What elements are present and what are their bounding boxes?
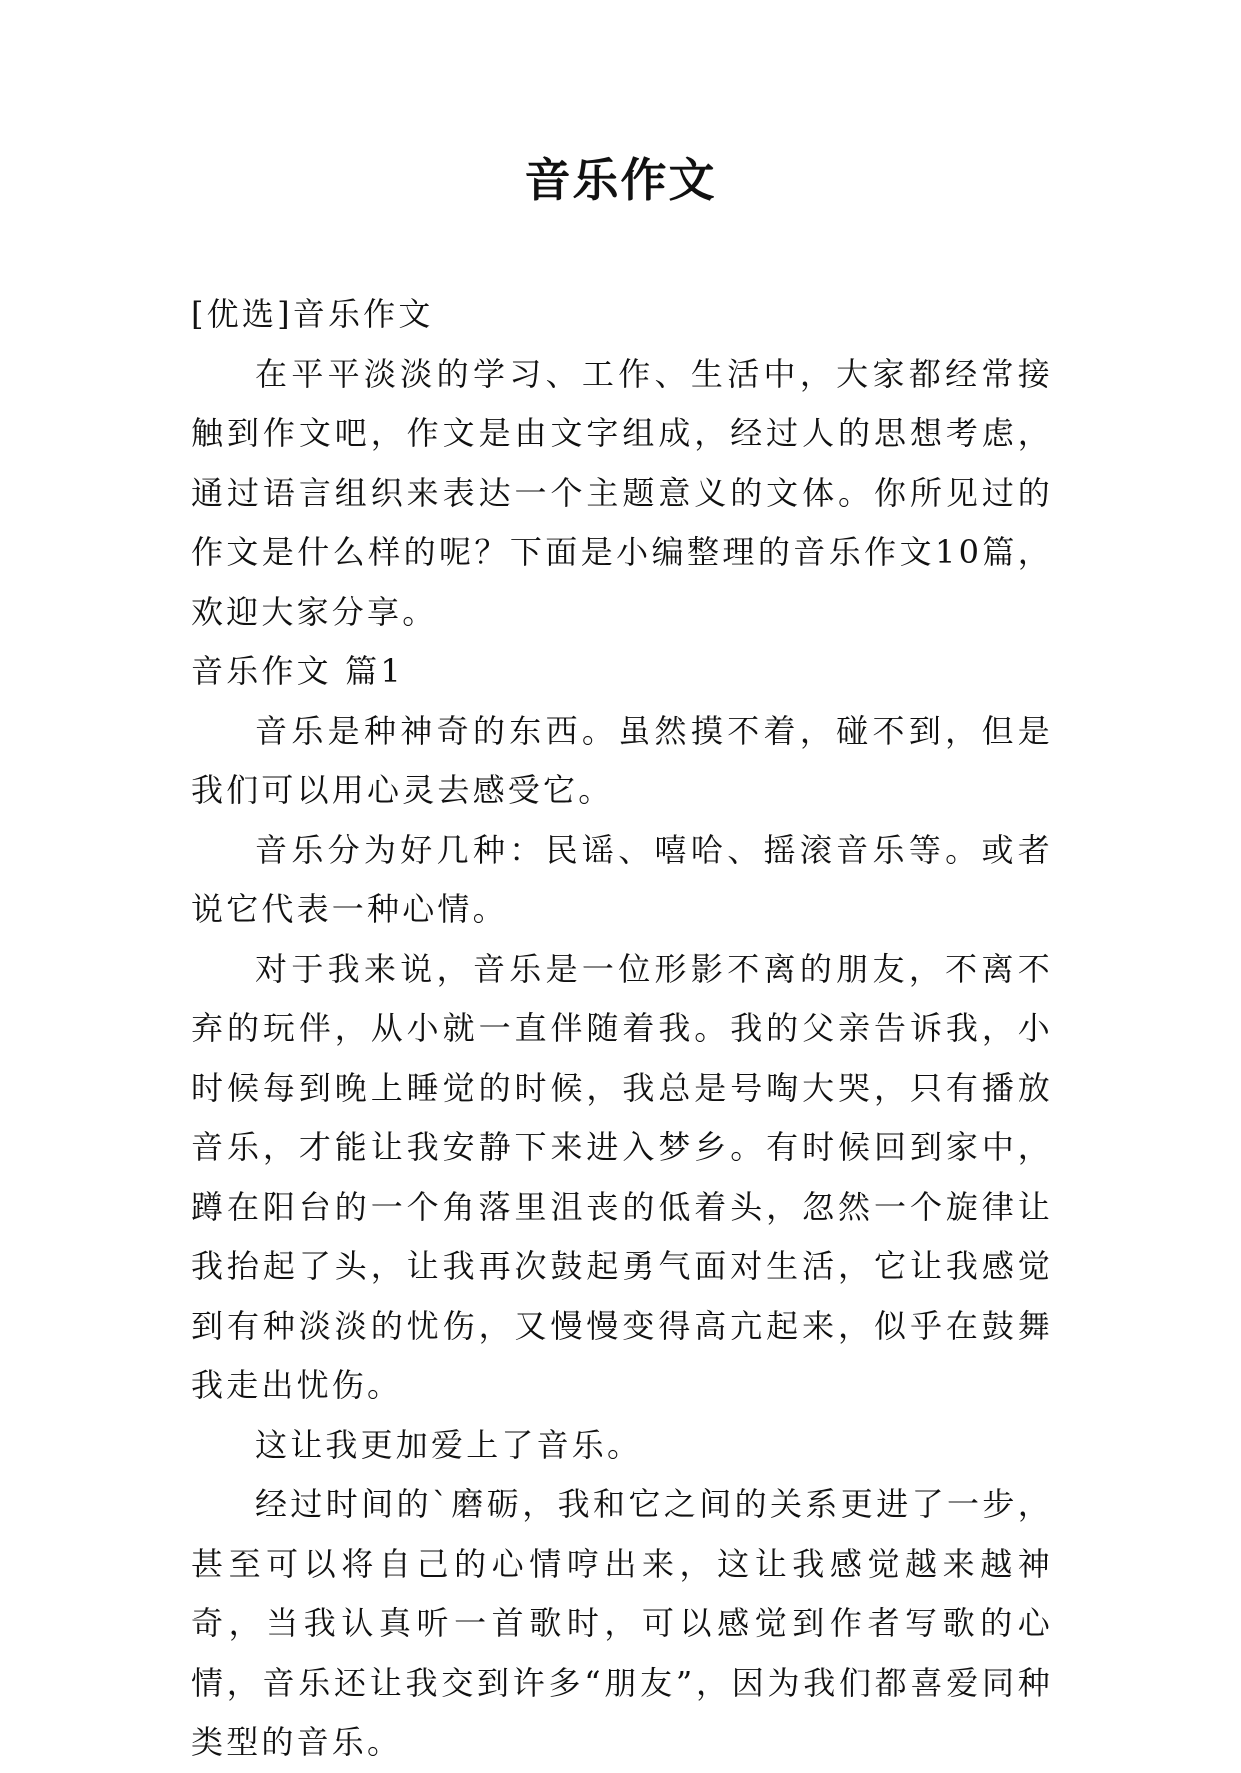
- body-paragraph: 音乐是种神奇的东西。虽然摸不着，碰不到，但是我们可以用心灵去感受它。: [191, 711, 1053, 809]
- document-body: [191, 285, 1053, 1773]
- body-paragraph: 这让我更加爱上了音乐。: [255, 1425, 643, 1464]
- intro-paragraph: 在平平淡淡的学习、工作、生活中，大家都经常接触到作文吧，作文是由文字组成，经过人的思想考虑，通过语言组织来表达一个主题意义的文体。你所见过的作文是什么样的呢？下面是小编整理的音乐作文10篇，欢迎大家分享。: [191, 354, 1053, 631]
- body-paragraph: 经过时间的`磨砺，我和它之间的关系更进了一步，甚至可以将自己的心情哼出来，这让我感觉越来越神奇，当我认真听一首歌时，可以感觉到作者写歌的心情，音乐还让我交到许多“朋友”，因为我们都喜爱同种类型的音乐。: [191, 1485, 1053, 1761]
- body-paragraph: 对于我来说，音乐是一位形影不离的朋友，不离不弃的玩伴，从小就一直伴随着我。我的父亲告诉我，小时候每到晚上睡觉的时候，我总是号啕大哭，只有播放音乐，才能让我安静下来进入梦乡。有时候回到家中，蹲在阳台的一个角落里沮丧的低着头，忽然一个旋律让我抬起了头，让我再次鼓起勇气面对生活，它让我感觉到有种淡淡的忧伤，又慢慢变得高亢起来，似乎在鼓舞我走出忧伤。: [191, 949, 1053, 1404]
- section-heading: 音乐作文 篇1: [191, 652, 404, 690]
- document-title: 音乐作文: [524, 153, 717, 207]
- body-paragraph: 音乐分为好几种：民谣、嘻哈、摇滚音乐等。或者说它代表一种心情。: [191, 830, 1053, 928]
- subtitle-line: [优选]音乐作文: [191, 295, 434, 333]
